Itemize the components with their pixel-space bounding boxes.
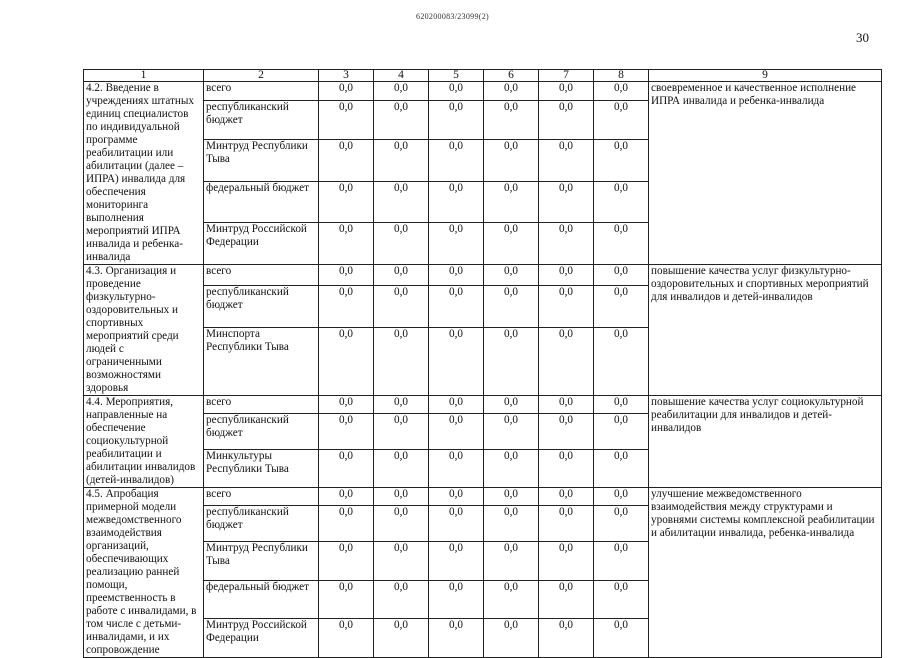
- amount-cell: 0,0: [374, 285, 429, 327]
- column-number-5: 5: [429, 70, 484, 82]
- table-row: [84, 265, 882, 286]
- amount-cell: 0,0: [484, 542, 539, 581]
- amount-cell: 0,0: [319, 619, 374, 658]
- expected-result-cell: повышение качества услуг физкультурно-оздоровительных и спортивных мероприятий для инвалидов и детей-инвалидов: [649, 265, 882, 396]
- table-row: [84, 82, 882, 101]
- amount-cell: 0,0: [594, 488, 649, 506]
- amount-cell: 0,0: [374, 580, 429, 619]
- funding-source-cell: республиканский бюджет: [204, 285, 319, 327]
- amount-cell: 0,0: [374, 82, 429, 101]
- page-number: 30: [856, 30, 869, 45]
- amount-cell: 0,0: [319, 82, 374, 101]
- funding-source-cell: всего: [204, 265, 319, 286]
- amount-cell: 0,0: [319, 327, 374, 396]
- amount-cell: 0,0: [319, 542, 374, 581]
- amount-cell: 0,0: [374, 506, 429, 542]
- amount-cell: 0,0: [429, 181, 484, 223]
- activity-cell: 4.5. Апробация примерной модели межведомственного взаимодействия организаций, обеспечивающих реализацию ранней помощи, преемственность в работе с инвалидами, в том числе с детьми-инвалидами, и их сопровождение: [84, 488, 204, 658]
- amount-cell: 0,0: [319, 413, 374, 449]
- amount-cell: 0,0: [429, 223, 484, 265]
- column-number-1: 1: [84, 70, 204, 82]
- amount-cell: 0,0: [539, 140, 594, 182]
- amount-cell: 0,0: [429, 619, 484, 658]
- amount-cell: 0,0: [484, 181, 539, 223]
- amount-cell: 0,0: [429, 265, 484, 286]
- amount-cell: 0,0: [539, 449, 594, 487]
- expected-result-cell: улучшение межведомственного взаимодействия между структурами и уровнями системы комплексной реабилитации и абилитации инвалида, ребенка-инвалида: [649, 488, 882, 658]
- activity-cell: 4.3. Организация и проведение физкультурно-оздоровительных и спортивных мероприятий среди людей с ограниченными возможностями здоровья: [84, 265, 204, 396]
- amount-cell: 0,0: [539, 181, 594, 223]
- funding-table: [83, 69, 882, 658]
- amount-cell: 0,0: [484, 449, 539, 487]
- amount-cell: 0,0: [594, 449, 649, 487]
- amount-cell: 0,0: [374, 265, 429, 286]
- amount-cell: 0,0: [429, 488, 484, 506]
- amount-cell: 0,0: [319, 223, 374, 265]
- amount-cell: 0,0: [429, 140, 484, 182]
- amount-cell: 0,0: [594, 265, 649, 286]
- column-number-2: 2: [204, 70, 319, 82]
- amount-cell: 0,0: [429, 580, 484, 619]
- funding-source-cell: всего: [204, 82, 319, 101]
- document-id: 620200083/23099(2): [416, 12, 489, 21]
- amount-cell: 0,0: [539, 327, 594, 396]
- amount-cell: 0,0: [374, 542, 429, 581]
- amount-cell: 0,0: [374, 396, 429, 414]
- funding-source-cell: Минтруд Республики Тыва: [204, 542, 319, 581]
- amount-cell: 0,0: [429, 82, 484, 101]
- expected-result-cell: своевременное и качественное исполнение ИПРА инвалида и ребенка-инвалида: [649, 82, 882, 265]
- amount-cell: 0,0: [429, 101, 484, 140]
- amount-cell: 0,0: [484, 265, 539, 286]
- funding-source-cell: республиканский бюджет: [204, 506, 319, 542]
- activity-cell: 4.4. Мероприятия, направленные на обеспечение социокультурной реабилитации и абилитации инвалидов (детей-инвалидов): [84, 396, 204, 488]
- amount-cell: 0,0: [429, 506, 484, 542]
- amount-cell: 0,0: [484, 506, 539, 542]
- amount-cell: 0,0: [594, 580, 649, 619]
- amount-cell: 0,0: [594, 140, 649, 182]
- amount-cell: 0,0: [539, 82, 594, 101]
- column-number-3: 3: [319, 70, 374, 82]
- funding-source-cell: Минтруд Республики Тыва: [204, 140, 319, 182]
- amount-cell: 0,0: [484, 223, 539, 265]
- amount-cell: 0,0: [374, 413, 429, 449]
- amount-cell: 0,0: [319, 101, 374, 140]
- amount-cell: 0,0: [539, 413, 594, 449]
- amount-cell: 0,0: [319, 285, 374, 327]
- activity-cell: 4.2. Введение в учреждениях штатных единиц специалистов по индивидуальной программе реабилитации или абилитации (далее – ИПРА) инвалида для обеспечения мониторинга выполнения мероприятий ИПРА инвалида и ребенка-инвалида: [84, 82, 204, 265]
- funding-source-cell: федеральный бюджет: [204, 580, 319, 619]
- amount-cell: 0,0: [374, 101, 429, 140]
- column-number-4: 4: [374, 70, 429, 82]
- column-number-9: 9: [649, 70, 882, 82]
- amount-cell: 0,0: [429, 449, 484, 487]
- amount-cell: 0,0: [374, 223, 429, 265]
- amount-cell: 0,0: [374, 619, 429, 658]
- amount-cell: 0,0: [539, 506, 594, 542]
- funding-source-cell: Минкультуры Республики Тыва: [204, 449, 319, 487]
- funding-source-cell: республиканский бюджет: [204, 101, 319, 140]
- amount-cell: 0,0: [484, 396, 539, 414]
- amount-cell: 0,0: [594, 619, 649, 658]
- amount-cell: 0,0: [539, 542, 594, 581]
- amount-cell: 0,0: [374, 488, 429, 506]
- funding-source-cell: всего: [204, 488, 319, 506]
- amount-cell: 0,0: [429, 327, 484, 396]
- amount-cell: 0,0: [319, 396, 374, 414]
- column-number-header: [84, 70, 882, 82]
- amount-cell: 0,0: [374, 449, 429, 487]
- expected-result-cell: повышение качества услуг социокультурной реабилитации для инвалидов и детей-инвалидов: [649, 396, 882, 488]
- amount-cell: 0,0: [484, 488, 539, 506]
- amount-cell: 0,0: [484, 140, 539, 182]
- amount-cell: 0,0: [484, 82, 539, 101]
- table-body: [84, 70, 882, 658]
- amount-cell: 0,0: [484, 285, 539, 327]
- amount-cell: 0,0: [594, 223, 649, 265]
- column-number-6: 6: [484, 70, 539, 82]
- amount-cell: 0,0: [484, 619, 539, 658]
- table-row: [84, 488, 882, 506]
- amount-cell: 0,0: [539, 285, 594, 327]
- funding-source-cell: Минспорта Республики Тыва: [204, 327, 319, 396]
- amount-cell: 0,0: [594, 327, 649, 396]
- amount-cell: 0,0: [594, 542, 649, 581]
- amount-cell: 0,0: [374, 140, 429, 182]
- amount-cell: 0,0: [539, 488, 594, 506]
- amount-cell: 0,0: [539, 101, 594, 140]
- table-row: [84, 396, 882, 414]
- amount-cell: 0,0: [539, 396, 594, 414]
- column-number-8: 8: [594, 70, 649, 82]
- amount-cell: 0,0: [484, 101, 539, 140]
- amount-cell: 0,0: [594, 396, 649, 414]
- funding-source-cell: Минтруд Российской Федерации: [204, 223, 319, 265]
- funding-source-cell: федеральный бюджет: [204, 181, 319, 223]
- amount-cell: 0,0: [429, 542, 484, 581]
- column-number-7: 7: [539, 70, 594, 82]
- amount-cell: 0,0: [484, 327, 539, 396]
- amount-cell: 0,0: [594, 413, 649, 449]
- funding-source-cell: республиканский бюджет: [204, 413, 319, 449]
- funding-source-cell: всего: [204, 396, 319, 414]
- amount-cell: 0,0: [539, 223, 594, 265]
- amount-cell: 0,0: [539, 619, 594, 658]
- amount-cell: 0,0: [319, 181, 374, 223]
- amount-cell: 0,0: [594, 506, 649, 542]
- funding-source-cell: Минтруд Российской Федерации: [204, 619, 319, 658]
- amount-cell: 0,0: [319, 265, 374, 286]
- amount-cell: 0,0: [594, 285, 649, 327]
- amount-cell: 0,0: [319, 488, 374, 506]
- amount-cell: 0,0: [539, 265, 594, 286]
- amount-cell: 0,0: [319, 506, 374, 542]
- amount-cell: 0,0: [594, 82, 649, 101]
- amount-cell: 0,0: [594, 101, 649, 140]
- amount-cell: 0,0: [484, 580, 539, 619]
- amount-cell: 0,0: [374, 327, 429, 396]
- amount-cell: 0,0: [319, 140, 374, 182]
- amount-cell: 0,0: [429, 285, 484, 327]
- amount-cell: 0,0: [429, 413, 484, 449]
- amount-cell: 0,0: [594, 181, 649, 223]
- amount-cell: 0,0: [539, 580, 594, 619]
- amount-cell: 0,0: [484, 413, 539, 449]
- amount-cell: 0,0: [319, 449, 374, 487]
- amount-cell: 0,0: [429, 396, 484, 414]
- amount-cell: 0,0: [374, 181, 429, 223]
- amount-cell: 0,0: [319, 580, 374, 619]
